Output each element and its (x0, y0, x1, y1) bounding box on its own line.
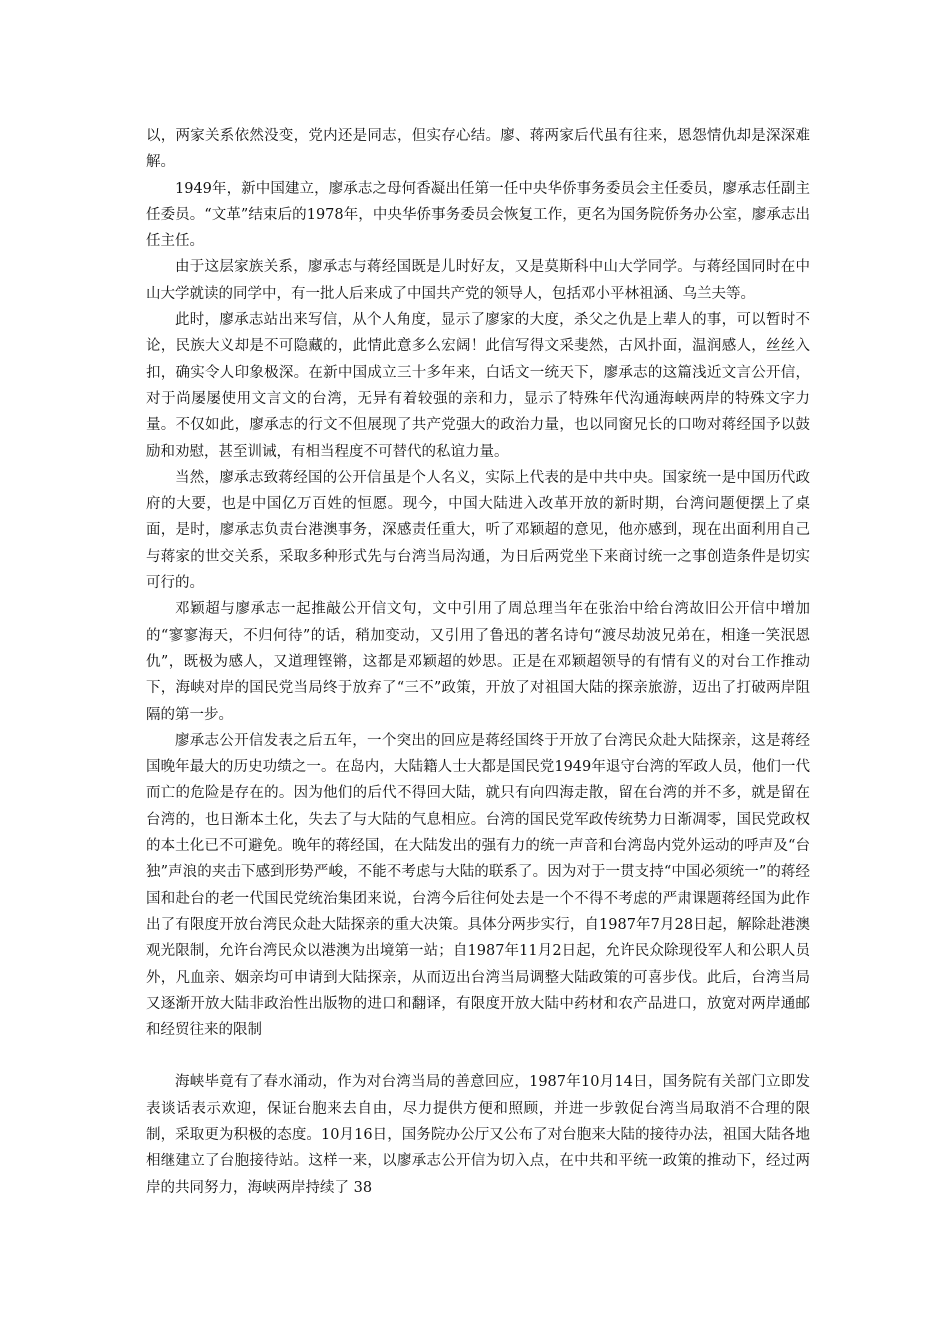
paragraph: 以，两家关系依然没变，党内还是同志，但实存心结。廖、蒋两家后代虽有往来，恩怨情仇却是深深难解。 (146, 128, 810, 171)
document-page (146, 123, 810, 1201)
paragraph: 当然，廖承志致蒋经国的公开信虽是个人名义，实际上代表的是中共中央。国家统一是中国历代政府的大要，也是中国亿万百姓的恒愿。现今，中国大陆进入改革开放的新时期，台湾问题便摆上了桌面，是时，廖承志负责台港澳事务，深感责任重大，听了邓颖超的意见，他亦感到，现在出面利用自己与蒋家的世交关系，采取多种形式先与台湾当局沟通，为日后两党坐下来商讨统一之事创造条件是切实可行的。 (146, 469, 810, 592)
paragraph: 邓颖超与廖承志一起推敲公开信文句，文中引用了周总理当年在张治中给台湾故旧公开信中增加的“寥寥海天，不归何待”的话，稍加变动，又引用了鲁迅的著名诗句“渡尽劫波兄弟在，相逢一笑泯恩仇”，既极为感人，又道理铿锵，这都是邓颖超的妙思。正是在邓颖超领导的有情有义的对台工作推动下，海峡对岸的国民党当局终于放弃了“三不”政策，开放了对祖国大陆的探亲旅游，迈出了打破两岸阻隔的第一步。 (146, 601, 810, 723)
paragraph: 廖承志公开信发表之后五年，一个突出的回应是蒋经国终于开放了台湾民众赴大陆探亲，这是蒋经国晚年最大的历史功绩之一。在岛内，大陆籍人士大都是国民党1949年退守台湾的军政人员，他们一代而亡的危险是存在的。因为他们的后代不得回大陆，就只有向四海走散，留在台湾的并不多，就是留在台湾的，也日渐本土化，失去了与大陆的气息相应。台湾的国民党军政传统势力日渐凋零，国民党政权的本土化已不可避免。晚年的蒋经国，在大陆发出的强有力的统一声音和台湾岛内党外运动的呼声及“台独”声浪的夹击下感到形势严峻，不能不考虑与大陆的联系了。因为对于一贯支持“中国必须统一”的蒋经国和赴台的老一代国民党统治集团来说，台湾今后往何处去是一个不得不考虑的严肃课题蒋经国为此作出了有限度开放台湾民众赴大陆探亲的重大决策。具体分两步实行，自1987年7月28日起，解除赴港澳观光限制，允许台湾民众以港澳为出境第一站；自1987年11月2日起，允许民众除现役军人和公职人员外，凡血亲、姻亲均可申请到大陆探亲，从而迈出台湾当局调整大陆政策的可喜步伐。此后，台湾当局又逐渐开放大陆非政治性出版物的进口和翻译，有限度开放大陆中药材和农产品进口，放宽对两岸通邮和经贸往来的限制 (146, 732, 810, 1039)
paragraph: 由于这层家族关系，廖承志与蒋经国既是儿时好友，又是莫斯科中山大学同学。与蒋经国同时在中山大学就读的同学中，有一批人后来成了中国共产党的领导人，包括邓小平林祖涵、乌兰夫等。 (146, 259, 810, 302)
paragraph: 此时，廖承志站出来写信，从个人角度，显示了廖家的大度，杀父之仇是上辈人的事，可以暂时不论，民族大义却是不可隐藏的，此情此意多么宏阔！此信写得文采斐然，古风扑面，温润感人，丝丝入扣，确实令人印象极深。在新中国成立三十多年来，白话文一统天下，廖承志的这篇浅近文言公开信，对于尚屡屡使用文言文的台湾，无异有着较强的亲和力，显示了特殊年代沟通海峡两岸的特殊文字力量。不仅如此，廖承志的行文不但展现了共产党强大的政治力量，也以同窗兄长的口吻对蒋经国予以鼓励和劝慰，甚至训诫，有相当程度不可替代的私谊力量。 (146, 312, 810, 460)
paragraph-gap (146, 1043, 810, 1069)
paragraph: 海峡毕竟有了春水涌动，作为对台湾当局的善意回应，1987年10月14日，国务院有关部门立即发表谈话表示欢迎，保证台胞来去自由，尽力提供方便和照顾，并进一步敦促台湾当局取消不合理的限制，采取更为积极的态度。10月16日，国务院办公厅又公布了对台胞来大陆的接待办法，祖国大陆各地相继建立了台胞接待站。这样一来，以廖承志公开信为切入点，在中共和平统一政策的推动下，经过两岸的共同努力，海峡两岸持续了 38 (146, 1074, 810, 1196)
paragraph: 1949年，新中国建立，廖承志之母何香凝出任第一任中央华侨事务委员会主任委员，廖承志任副主任委员。“文革”结束后的1978年，中央华侨事务委员会恢复工作，更名为国务院侨务办公室，廖承志出任主任。 (146, 180, 810, 250)
